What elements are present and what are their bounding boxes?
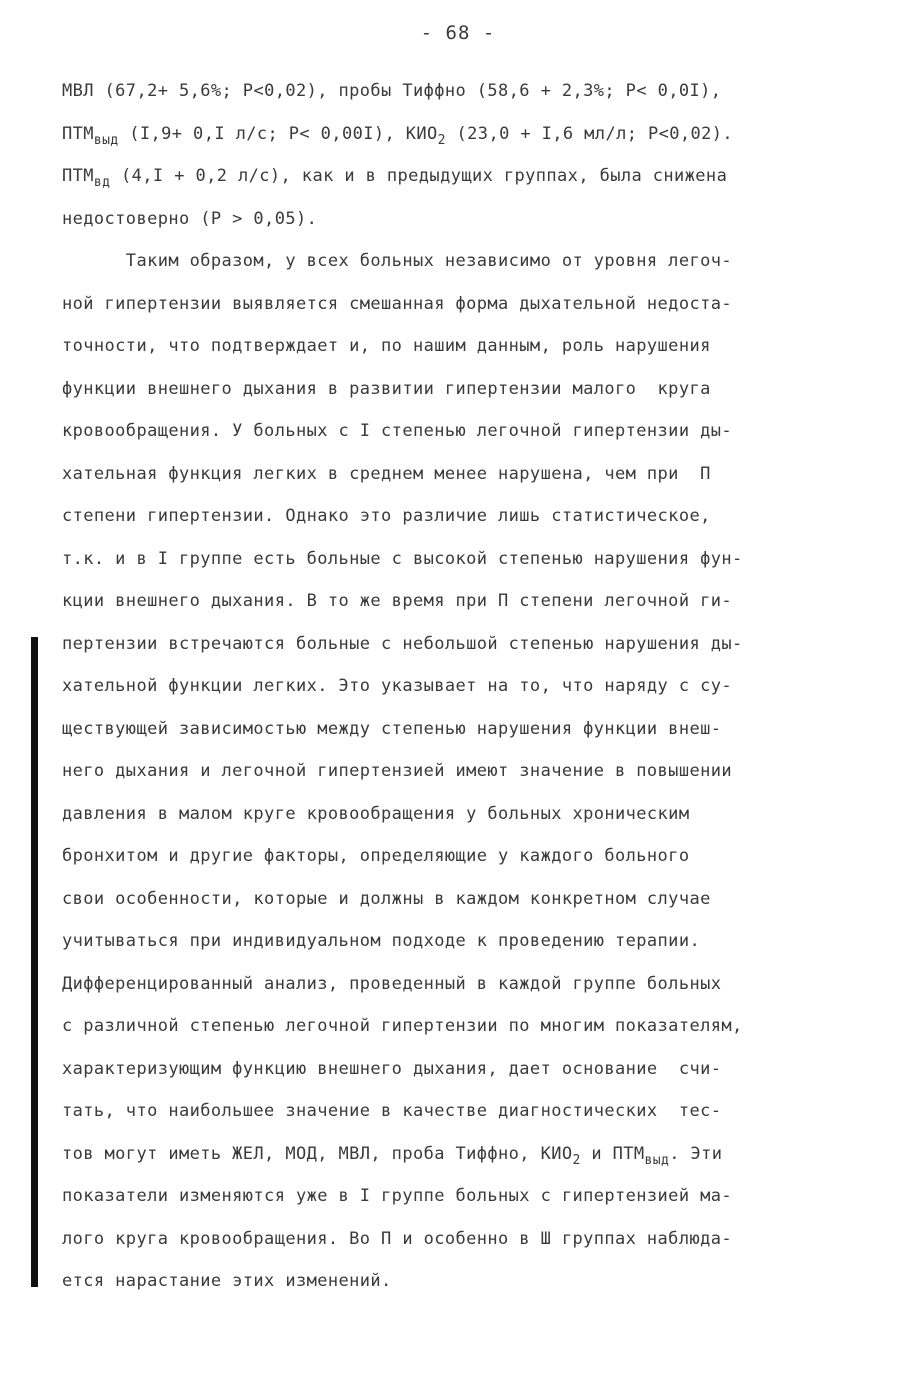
- text-run: свои особенности, которые и должны в каждом конкретном случае: [62, 888, 711, 909]
- text-run: давления в малом круге кровообращения у больных хроническим: [62, 803, 690, 824]
- text-run: т.к. и в I группе есть больные с высокой степенью нарушения фун-: [62, 548, 743, 569]
- text-run: . Эти: [669, 1143, 723, 1164]
- text-line: [62, 835, 877, 878]
- text-run: него дыхания и легочной гипертензией имеют значение в повышении: [62, 761, 732, 781]
- text-line: [62, 70, 877, 113]
- text-run: недостоверно (P > 0,05).: [62, 208, 318, 229]
- text-run: ПТМ: [62, 123, 94, 144]
- text-run: кровообращения. У больных с I степенью легочной гипертензии ды-: [62, 421, 732, 441]
- text-line: [62, 750, 877, 793]
- text-line: [62, 538, 877, 581]
- body-text: [62, 70, 877, 1303]
- text-run: (23,0: [445, 123, 521, 144]
- text-run: лого круга кровообращения. Во П и особенно в Ш группах наблюда-: [62, 1228, 732, 1249]
- text-run: I,6 мл/л; P<0,02).: [531, 123, 734, 144]
- subscript: 2: [437, 132, 446, 148]
- text-line: [62, 1175, 877, 1218]
- text-run: Таким образом, у всех больных независимо от уровня легоч-: [62, 251, 732, 271]
- text-run: степени гипертензии. Однако это различие лишь статистическое,: [62, 506, 711, 526]
- text-run: кции внешнего дыхания. В то же время при П степени легочной ги-: [62, 591, 732, 611]
- text-run: бронхитом и другие факторы, определяющие у каждого больного: [62, 846, 690, 866]
- text-line: [62, 113, 877, 156]
- subscript: вд: [93, 175, 111, 190]
- text-run: +: [520, 123, 531, 144]
- text-run: +: [157, 81, 169, 101]
- text-run: точности, что подтверждает и, по нашим данным, роль нарушения: [62, 336, 711, 356]
- text-run: тов могут иметь ЖЕЛ, МОД, МВЛ, проба Тиффно, КИО: [62, 1143, 573, 1164]
- subscript: выд: [93, 132, 119, 148]
- paragraph-2: [62, 240, 877, 1303]
- text-run: 5,6%; P<0,02), пробы Тиффно (58,6: [168, 81, 541, 101]
- subscript: 2: [572, 1152, 581, 1168]
- text-line: [62, 1048, 877, 1091]
- text-run: учитываться при индивидуальном подходе к проведению терапии.: [62, 931, 701, 951]
- text-line: [62, 665, 877, 708]
- text-line: [62, 793, 877, 836]
- text-run: ется нарастание этих изменений.: [62, 1271, 392, 1291]
- paragraph-1: [62, 70, 877, 240]
- text-run: 0,I л/с; P< 0,00I), КИО: [182, 123, 438, 144]
- text-run: ществующей зависимостью между степенью нарушения функции внеш-: [62, 718, 722, 739]
- text-line: [62, 1133, 877, 1176]
- text-run: +: [171, 123, 183, 144]
- text-line: [62, 368, 877, 411]
- margin-bar: [31, 637, 38, 1287]
- text-run: и ПТМ: [580, 1143, 645, 1164]
- text-line: [62, 920, 877, 963]
- text-run: МВЛ (67,2: [62, 81, 158, 101]
- text-line: [62, 325, 877, 368]
- text-run: (I,9: [118, 123, 172, 144]
- text-run: 2,3%; P< 0,0I),: [551, 81, 722, 101]
- text-line: [62, 155, 877, 198]
- text-run: с различной степенью легочной гипертензии по многим показателям,: [62, 1016, 743, 1036]
- text-run: хательной функции легких. Это указывает на то, что наряду с су-: [62, 676, 732, 696]
- text-line: [62, 240, 877, 283]
- text-line: [62, 283, 877, 326]
- text-run: тать, что наибольшее значение в качестве диагностических тес-: [62, 1101, 722, 1121]
- text-run: ПТМ: [62, 166, 94, 186]
- page-number: - 68 -: [420, 22, 496, 44]
- text-run: Дифференцированный анализ, проведенный в каждой группе больных: [62, 973, 722, 994]
- text-run: ной гипертензии выявляется смешанная форма дыхательной недоста-: [62, 293, 732, 314]
- text-run: +: [540, 81, 552, 101]
- text-line: [62, 410, 877, 453]
- text-run: характеризующим функцию внешнего дыхания, дает основание счи-: [62, 1058, 722, 1079]
- text-run: функции внешнего дыхания в развитии гипертензии малого круга: [62, 378, 711, 399]
- text-line: [62, 963, 877, 1006]
- text-line: [62, 495, 877, 538]
- text-line: [62, 198, 877, 241]
- text-line: [62, 1090, 877, 1133]
- text-run: пертензии встречаются больные с небольшой степенью нарушения ды-: [62, 633, 743, 654]
- text-run: показатели изменяются уже в I группе больных с гипертензией ма-: [62, 1186, 732, 1206]
- text-line: [62, 1218, 877, 1261]
- text-run: 0,2 л/с), как и в предыдущих группах, была снижена: [184, 166, 728, 186]
- text-line: [62, 1005, 877, 1048]
- subscript: выд: [644, 1152, 670, 1168]
- text-line: [62, 878, 877, 921]
- text-line: [62, 453, 877, 496]
- text-line: [62, 580, 877, 623]
- text-run: хательная функция легких в среднем менее нарушена, чем при П: [62, 463, 711, 484]
- text-line: [62, 1260, 877, 1303]
- text-run: (4,I: [110, 166, 175, 186]
- text-line: [62, 623, 877, 666]
- text-line: [62, 708, 877, 751]
- text-run: +: [174, 166, 185, 186]
